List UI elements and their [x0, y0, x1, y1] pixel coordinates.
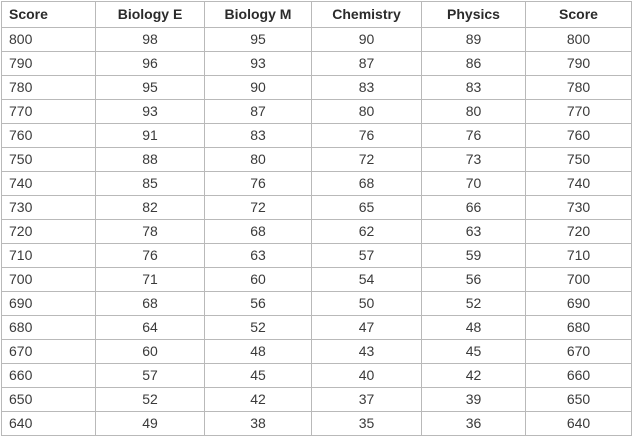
cell-physics: 59: [422, 244, 526, 268]
cell-chemistry: 87: [312, 52, 422, 76]
table-row: [2, 412, 632, 436]
cell-chemistry: 76: [312, 124, 422, 148]
cell-score-right: 770: [526, 100, 632, 124]
cell-chemistry: 37: [312, 388, 422, 412]
cell-score-right: 750: [526, 148, 632, 172]
cell-biology-m: 76: [205, 172, 312, 196]
cell-physics: 80: [422, 100, 526, 124]
table-row: [2, 244, 632, 268]
header-score-right: Score: [526, 2, 632, 28]
cell-score: 650: [2, 388, 96, 412]
cell-score-right: 740: [526, 172, 632, 196]
table-row: [2, 220, 632, 244]
cell-physics: 63: [422, 220, 526, 244]
cell-score-right: 800: [526, 28, 632, 52]
cell-physics: 76: [422, 124, 526, 148]
cell-biology-m: 48: [205, 340, 312, 364]
cell-chemistry: 54: [312, 268, 422, 292]
cell-score: 730: [2, 196, 96, 220]
cell-chemistry: 62: [312, 220, 422, 244]
cell-physics: 89: [422, 28, 526, 52]
table-row: [2, 364, 632, 388]
cell-score-right: 720: [526, 220, 632, 244]
cell-biology-e: 85: [96, 172, 205, 196]
cell-biology-e: 96: [96, 52, 205, 76]
cell-score: 760: [2, 124, 96, 148]
cell-physics: 48: [422, 316, 526, 340]
cell-score: 740: [2, 172, 96, 196]
cell-score-right: 780: [526, 76, 632, 100]
cell-chemistry: 50: [312, 292, 422, 316]
cell-score-right: 660: [526, 364, 632, 388]
score-conversion-table: [1, 1, 632, 436]
cell-biology-m: 87: [205, 100, 312, 124]
cell-score-right: 790: [526, 52, 632, 76]
cell-biology-e: 71: [96, 268, 205, 292]
cell-biology-e: 57: [96, 364, 205, 388]
cell-score: 770: [2, 100, 96, 124]
table-row: [2, 340, 632, 364]
cell-chemistry: 72: [312, 148, 422, 172]
cell-score-right: 650: [526, 388, 632, 412]
cell-chemistry: 57: [312, 244, 422, 268]
cell-score: 700: [2, 268, 96, 292]
cell-biology-e: 60: [96, 340, 205, 364]
cell-biology-m: 56: [205, 292, 312, 316]
cell-physics: 86: [422, 52, 526, 76]
cell-biology-e: 68: [96, 292, 205, 316]
cell-biology-e: 78: [96, 220, 205, 244]
score-table-container: [1, 1, 631, 436]
header-score-left: Score: [2, 2, 96, 28]
cell-biology-e: 98: [96, 28, 205, 52]
cell-biology-m: 60: [205, 268, 312, 292]
table-row: [2, 76, 632, 100]
cell-score: 790: [2, 52, 96, 76]
cell-biology-e: 93: [96, 100, 205, 124]
cell-physics: 45: [422, 340, 526, 364]
cell-chemistry: 90: [312, 28, 422, 52]
cell-biology-e: 82: [96, 196, 205, 220]
cell-physics: 83: [422, 76, 526, 100]
header-row: [2, 2, 632, 28]
cell-physics: 73: [422, 148, 526, 172]
table-row: [2, 148, 632, 172]
cell-chemistry: 65: [312, 196, 422, 220]
cell-chemistry: 40: [312, 364, 422, 388]
cell-chemistry: 68: [312, 172, 422, 196]
table-row: [2, 52, 632, 76]
cell-biology-m: 68: [205, 220, 312, 244]
cell-score-right: 710: [526, 244, 632, 268]
cell-biology-e: 76: [96, 244, 205, 268]
table-row: [2, 316, 632, 340]
cell-chemistry: 47: [312, 316, 422, 340]
cell-biology-m: 45: [205, 364, 312, 388]
header-biology-e: Biology E: [96, 2, 205, 28]
cell-physics: 52: [422, 292, 526, 316]
cell-score-right: 700: [526, 268, 632, 292]
cell-physics: 36: [422, 412, 526, 436]
table-row: [2, 172, 632, 196]
cell-biology-m: 63: [205, 244, 312, 268]
cell-chemistry: 80: [312, 100, 422, 124]
cell-biology-e: 49: [96, 412, 205, 436]
cell-physics: 56: [422, 268, 526, 292]
cell-score: 780: [2, 76, 96, 100]
header-chemistry: Chemistry: [312, 2, 422, 28]
cell-physics: 70: [422, 172, 526, 196]
table-row: [2, 196, 632, 220]
cell-physics: 42: [422, 364, 526, 388]
table-row: [2, 28, 632, 52]
cell-biology-m: 83: [205, 124, 312, 148]
cell-physics: 39: [422, 388, 526, 412]
table-row: [2, 124, 632, 148]
cell-biology-m: 95: [205, 28, 312, 52]
table-row: [2, 268, 632, 292]
cell-biology-e: 88: [96, 148, 205, 172]
cell-biology-m: 72: [205, 196, 312, 220]
cell-score: 690: [2, 292, 96, 316]
cell-biology-e: 52: [96, 388, 205, 412]
cell-biology-m: 52: [205, 316, 312, 340]
cell-score-right: 670: [526, 340, 632, 364]
table-row: [2, 292, 632, 316]
table-header: [2, 2, 632, 28]
cell-score-right: 760: [526, 124, 632, 148]
cell-biology-e: 64: [96, 316, 205, 340]
cell-biology-m: 90: [205, 76, 312, 100]
cell-chemistry: 43: [312, 340, 422, 364]
cell-score: 800: [2, 28, 96, 52]
header-physics: Physics: [422, 2, 526, 28]
cell-score: 720: [2, 220, 96, 244]
cell-score-right: 640: [526, 412, 632, 436]
cell-score-right: 680: [526, 316, 632, 340]
cell-score: 640: [2, 412, 96, 436]
cell-biology-m: 38: [205, 412, 312, 436]
cell-score: 670: [2, 340, 96, 364]
cell-score-right: 730: [526, 196, 632, 220]
table-row: [2, 388, 632, 412]
cell-chemistry: 83: [312, 76, 422, 100]
cell-score: 680: [2, 316, 96, 340]
cell-biology-e: 91: [96, 124, 205, 148]
cell-score: 710: [2, 244, 96, 268]
table-row: [2, 100, 632, 124]
cell-biology-m: 93: [205, 52, 312, 76]
cell-biology-e: 95: [96, 76, 205, 100]
cell-physics: 66: [422, 196, 526, 220]
cell-score: 660: [2, 364, 96, 388]
table-body: [2, 28, 632, 436]
cell-biology-m: 42: [205, 388, 312, 412]
cell-chemistry: 35: [312, 412, 422, 436]
cell-score-right: 690: [526, 292, 632, 316]
cell-score: 750: [2, 148, 96, 172]
header-biology-m: Biology M: [205, 2, 312, 28]
cell-biology-m: 80: [205, 148, 312, 172]
